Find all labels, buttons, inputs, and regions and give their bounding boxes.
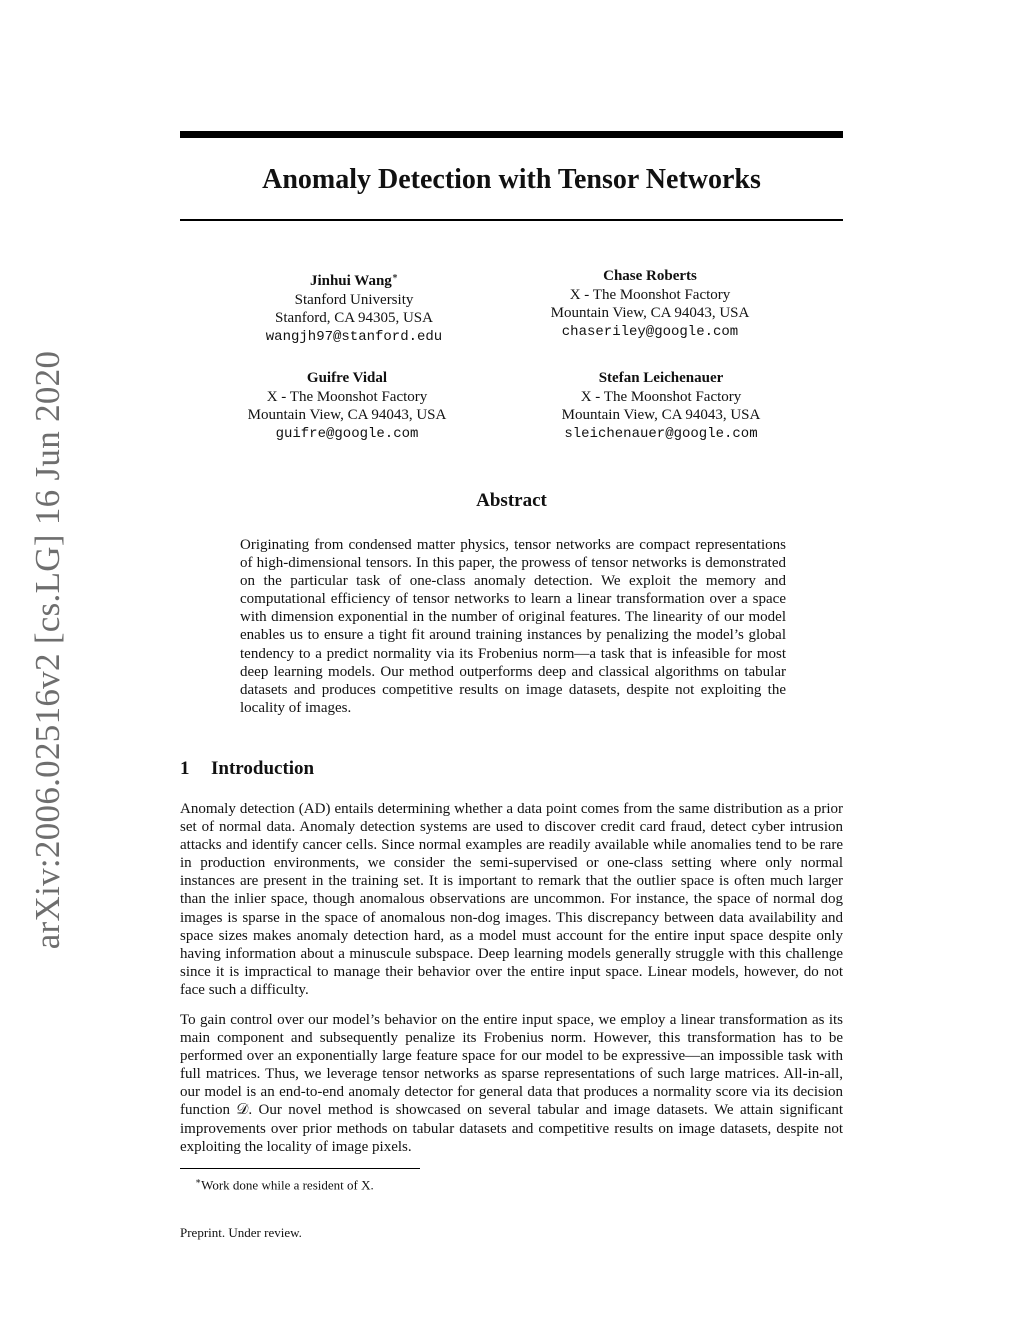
body-paragraph: Anomaly detection (AD) entails determining whether a data point comes from the same distribution as a prior set of normal data. Anomaly detection systems are used to discover credit card fraud, detect cyber intrusion attacks and identify cancer cells. Since normal examples are readily available while anomalies tend to be rare in production environments, we consider the semi-supervised or one-class setting where only normal instances are present in the training set. It is important to remark that the outlier space is often much larger than the inlier space, though anomalous observations are uncommon. For instance, the space of normal dog images is sparse in the space of anomalous non-dog images. This discrepancy between data availability and space sizes makes anomaly detection hard, as a model must account for the entire input space despite only having information about a minuscule subspace. Deep learning models generally struggle with this challenge since it is impractical to manage their behavior over the entire input space. Linear models, however, do not face such a difficulty. <box>180 801 843 998</box>
author-affiliation: Stanford University <box>294 291 414 308</box>
author-block <box>510 267 790 342</box>
author-address: Mountain View, CA 94043, USA <box>550 305 750 322</box>
author-name: Jinhui Wang∗ <box>309 271 399 289</box>
footnote-text: Work done while a resident of X. <box>201 1177 374 1193</box>
title-rule-bottom <box>180 219 843 221</box>
author-name: Stefan Leichenauer <box>598 370 724 386</box>
author-name: Guifre Vidal <box>306 370 388 386</box>
author-block <box>521 369 801 444</box>
footnote-rule <box>180 1168 420 1169</box>
author-address: Stanford, CA 94305, USA <box>275 310 433 327</box>
arxiv-identifier: arXiv:2006.02516v2 [cs.LG] 16 Jun 2020 <box>28 350 67 950</box>
abstract-text: Originating from condensed matter physics, tensor networks are compact representations of high-dimensional tensors. In this paper, the prowess of tensor networks is demonstrated on the particular task of one-class anomaly detection. We exploit the memory and computational efficiency of tensor networks to learn a linear transformation over a space with dimension exponential in the number of original features. The linearity of our model enables us to ensure a tight fit around training instances by penalizing the model’s global tendency to a predict normality via its Frobenius norm—a task that is infeasible for most deep learning models. Our method outperforms deep and classical algorithms on tabular datasets and produces competitive results on image datasets, despite not exploiting the locality of images. <box>240 537 786 716</box>
footnote-marker: ∗ <box>391 271 399 281</box>
author-block <box>214 267 494 347</box>
footnote <box>195 1173 374 1193</box>
abstract-heading: Abstract <box>476 490 547 511</box>
author-email: chaseriley@google.com <box>561 324 739 341</box>
author-address: Mountain View, CA 94043, USA <box>247 407 447 424</box>
body-paragraph: To gain control over our model’s behavior on the entire input space, we employ a linear transformation as its main component and subsequently penalize its Frobenius norm. However, this transformation has to be performed over an exponentially large feature space for our model to be expressive—an impossible task with full matrices. Thus, we leverage tensor networks as sparse representations of such large matrices. All-in-all, our model is an end-to-end anomaly detector for general data that produces a normality score via its decision function 𝒟. Our novel method is showcased on several tabular and image datasets. We attain significant improvements over prior methods on tabular datasets and competitive results on image datasets, despite not exploiting the locality of image pixels. <box>180 1012 843 1155</box>
author-email: sleichenauer@google.com <box>564 426 758 443</box>
footnote-mark: ∗ <box>195 1176 202 1186</box>
author-name: Chase Roberts <box>603 268 697 284</box>
title-rule-top <box>180 131 843 138</box>
author-affiliation: X - The Moonshot Factory <box>569 286 731 303</box>
author-affiliation: X - The Moonshot Factory <box>580 388 742 405</box>
preprint-note: Preprint. Under review. <box>180 1225 302 1240</box>
section-title: Introduction <box>211 758 315 779</box>
author-block <box>207 369 487 444</box>
section-heading <box>180 757 314 781</box>
author-affiliation: X - The Moonshot Factory <box>266 388 428 405</box>
author-address: Mountain View, CA 94043, USA <box>561 407 761 424</box>
author-email: guifre@google.com <box>275 426 419 443</box>
paper-title: Anomaly Detection with Tensor Networks <box>262 164 761 195</box>
section-number: 1 <box>180 758 190 779</box>
author-email: wangjh97@stanford.edu <box>265 329 443 346</box>
